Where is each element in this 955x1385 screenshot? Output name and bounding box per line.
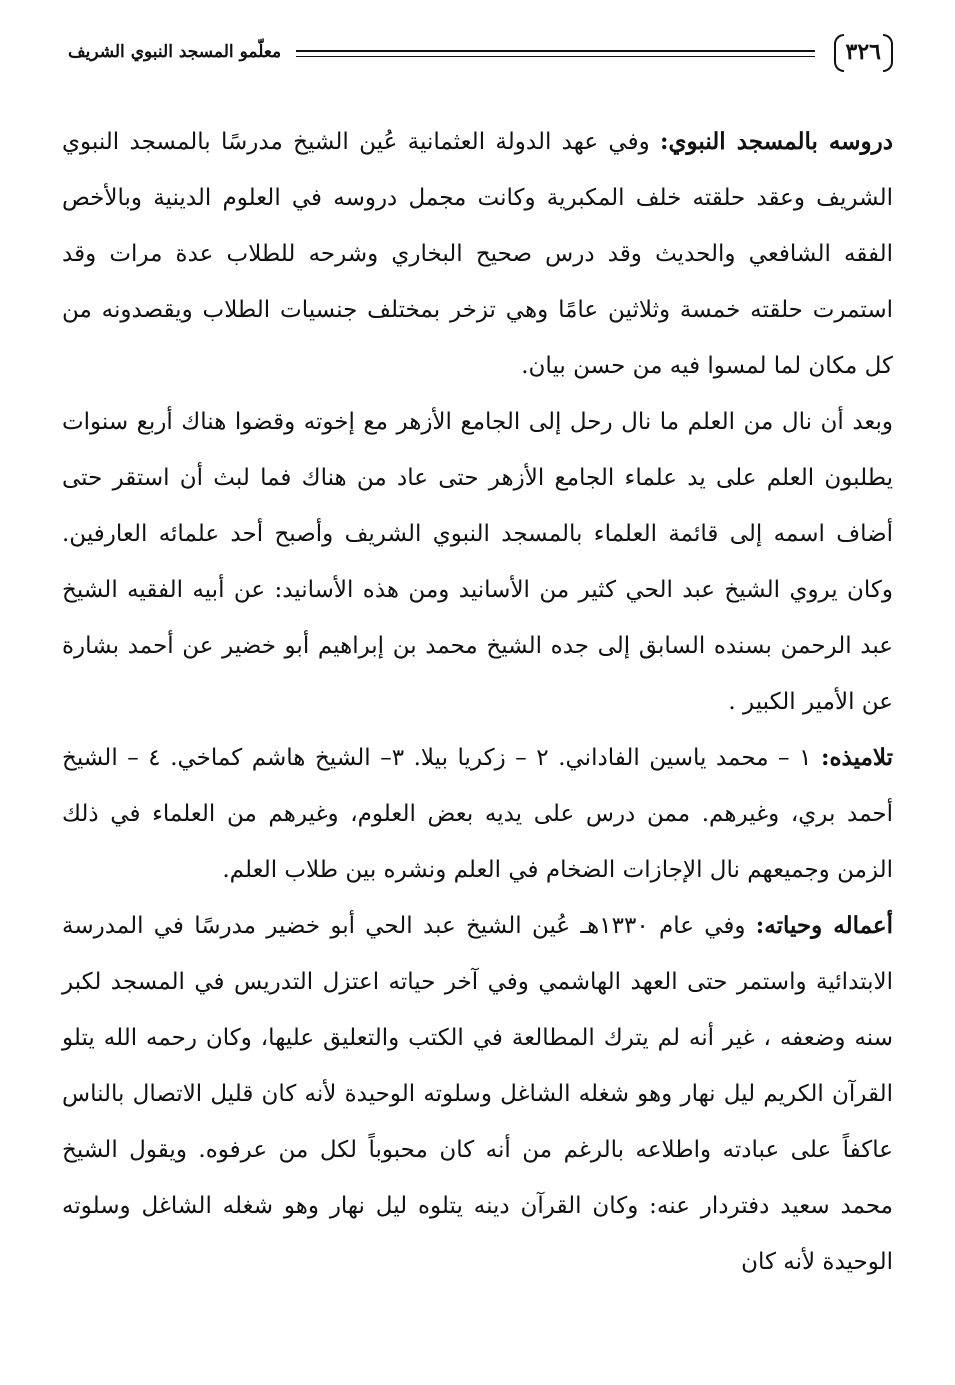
- running-header: [68, 30, 893, 82]
- section-heading: دروسه بالمسجد النبوي:: [660, 128, 893, 155]
- page-body: [62, 114, 893, 1290]
- paragraph-text: وفي عهد الدولة العثمانية عُين الشيخ مدرسًا بالمسجد النبوي الشريف وعقد حلقته خلف المكبرية وكانت مجمل دروسه في العلوم الدينية وبالأخص الفقه الشافعي والحديث وقد درس صحيح البخاري وشرحه للطلاب عدة مرات وقد استمرت حلقته خمسة وثلاثين عامًا وهي تزخر بمختلف جنسيات الطلاب ويقصدونه من كل مكان لما لمسوا فيه من حسن بيان.: [62, 129, 893, 379]
- header-rule: [296, 50, 815, 57]
- section-heading: تلاميذه:: [821, 744, 894, 771]
- paragraph-text: وبعد أن نال من العلم ما نال رحل إلى الجامع الأزهر مع إخوته وقضوا هناك أربع سنوات يطلبون العلم على يد علماء الجامع الأزهر حتى عاد من هناك فما لبث أن استقر حتى أضاف اسمه إلى قائمة العلماء بالمسجد النبوي الشريف وأصبح أحد علمائه العارفين. وكان يروي الشيخ عبد الحي كثير من الأسانيد ومن هذه الأسانيد: عن أبيه الفقيه الشيخ عبد الرحمن بسنده السابق إلى جده الشيخ محمد بن إبراهيم أبو خضير عن أحمد بشارة عن الأمير الكبير .: [62, 409, 893, 715]
- page-number: ٣٢٦: [834, 32, 893, 72]
- paragraph-text: وفي عام ١٣٣٠هـ عُين الشيخ عبد الحي أبو خضير مدرسًا في المدرسة الابتدائية واستمر حتى العهد الهاشمي وفي آخر حياته اعتزل التدريس في المسجد لكبر سنه وضعفه ، غير أنه لم يترك المطالعة في الكتب والتعليق عليها، وكان رحمه الله يتلو القرآن الكريم ليل نهار وهو شغله الشاغل وسلوته الوحيدة لأنه كان قليل الاتصال بالناس عاكفاً على عبادته واطلاعه بالرغم من أنه كان محبوباً لكل من عرفوه. ويقول الشيخ محمد سعيد دفتردار عنه: وكان القرآن دينه يتلوه ليل نهار وهو شغله الشاغل وسلوته الوحيدة لأنه كان: [62, 913, 893, 1275]
- paragraph-text: ١ – محمد ياسين الفاداني. ٢ – زكريا بيلا. ٣– الشيخ هاشم كماخي. ٤ – الشيخ أحمد بري، وغيرهم. ممن درس على يديه بعض العلوم، وغيرهم من العلماء في ذلك الزمن وجميعهم نال الإجازات الضخام في العلم ونشره بين طلاب العلم.: [62, 745, 893, 883]
- section-heading: أعماله وحياته:: [755, 912, 893, 939]
- book-title: معلّمو المسجد النبوي الشريف: [68, 42, 282, 62]
- paragraph-azhar: [62, 394, 893, 730]
- paragraph-works: [62, 898, 893, 1290]
- paragraph-students: [62, 730, 893, 898]
- paragraph-lessons: [62, 114, 893, 394]
